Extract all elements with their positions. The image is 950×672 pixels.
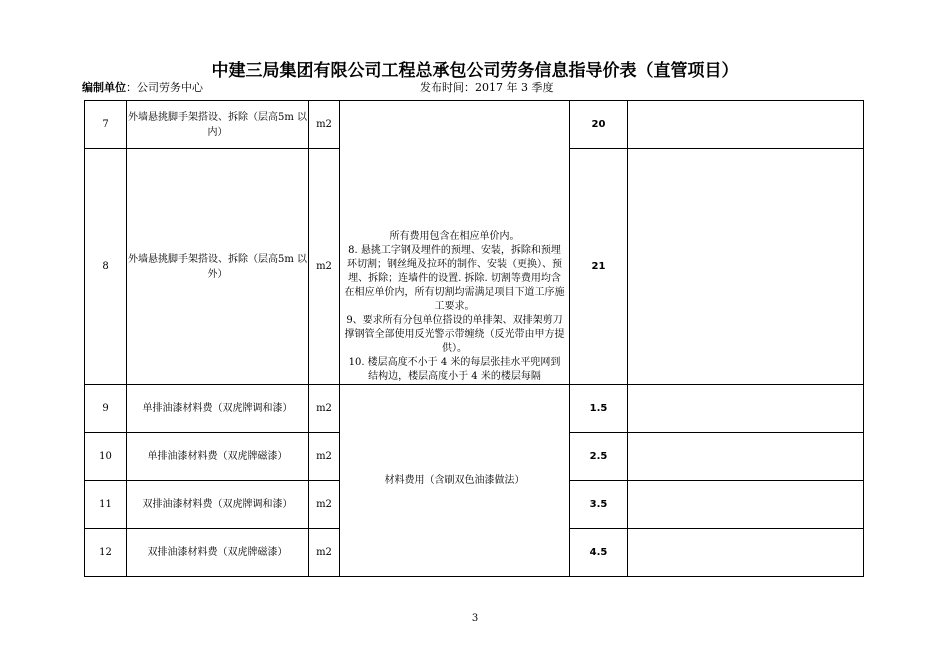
row-number: 10 (85, 433, 127, 481)
note (628, 529, 864, 577)
compiler-label: 编制单位 (82, 81, 126, 94)
description-cell (340, 101, 570, 385)
description-line: 8. 悬挑工字钢及埋件的预埋、安装，拆除和预埋环切割；钢丝绳及拉环的制作、安装（更换）、预埋、拆除；连墙件的设置. 拆除. 切割等费用均含在相应单价内，所有切割均需满足项目下道工序施工要求。 (344, 245, 565, 312)
price: 21 (570, 149, 628, 385)
note (628, 101, 864, 149)
description-line: 所有费用包含在相应单价内。 (389, 231, 520, 242)
unit: m2 (309, 433, 340, 481)
item-name: 单排油漆材料费（双虎牌调和漆） (127, 385, 309, 433)
page-number: 3 (471, 613, 479, 624)
item-name: 外墙悬挑脚手架搭设、拆除（层高5m 以内） (127, 101, 309, 149)
price: 20 (570, 101, 628, 149)
compiler-value: ：公司劳务中心 (126, 81, 203, 94)
unit: m2 (309, 529, 340, 577)
note (628, 385, 864, 433)
row-number: 9 (85, 385, 127, 433)
row-number: 7 (85, 101, 127, 149)
publish-time: 发布时间：2017 年 3 季度 (420, 81, 554, 94)
description-line: 10. 楼层高度不小于 4 米的每层张挂水平兜网到结构边，楼层高度小于 4 米的楼层每隔 (348, 357, 561, 382)
table-row (85, 385, 864, 433)
item-name: 双排油漆材料费（双虎牌磁漆） (127, 529, 309, 577)
unit: m2 (309, 481, 340, 529)
price: 2.5 (570, 433, 628, 481)
note (628, 149, 864, 385)
table-row (85, 101, 864, 149)
note (628, 433, 864, 481)
item-name: 单排油漆材料费（双虎牌磁漆） (127, 433, 309, 481)
unit: m2 (309, 385, 340, 433)
page-title: 中建三局集团有限公司工程总承包公司劳务信息指导价表（直管项目） (211, 61, 739, 81)
item-name: 外墙悬挑脚手架搭设、拆除（层高5m 以外） (127, 149, 309, 385)
price: 1.5 (570, 385, 628, 433)
compiler-info (82, 79, 203, 95)
note (628, 481, 864, 529)
row-number: 11 (85, 481, 127, 529)
unit: m2 (309, 101, 340, 149)
unit: m2 (309, 149, 340, 385)
price-table (84, 100, 864, 577)
row-number: 8 (85, 149, 127, 385)
description-line: 9、要求所有分包单位搭设的单排架、双排架剪刀撑钢管全部使用反光警示带缠绕（反光带由甲方提供）。 (344, 315, 565, 354)
item-name: 双排油漆材料费（双虎牌调和漆） (127, 481, 309, 529)
row-number: 12 (85, 529, 127, 577)
material-description: 材料费用（含刷双色油漆做法） (340, 385, 570, 577)
price: 4.5 (570, 529, 628, 577)
price: 3.5 (570, 481, 628, 529)
